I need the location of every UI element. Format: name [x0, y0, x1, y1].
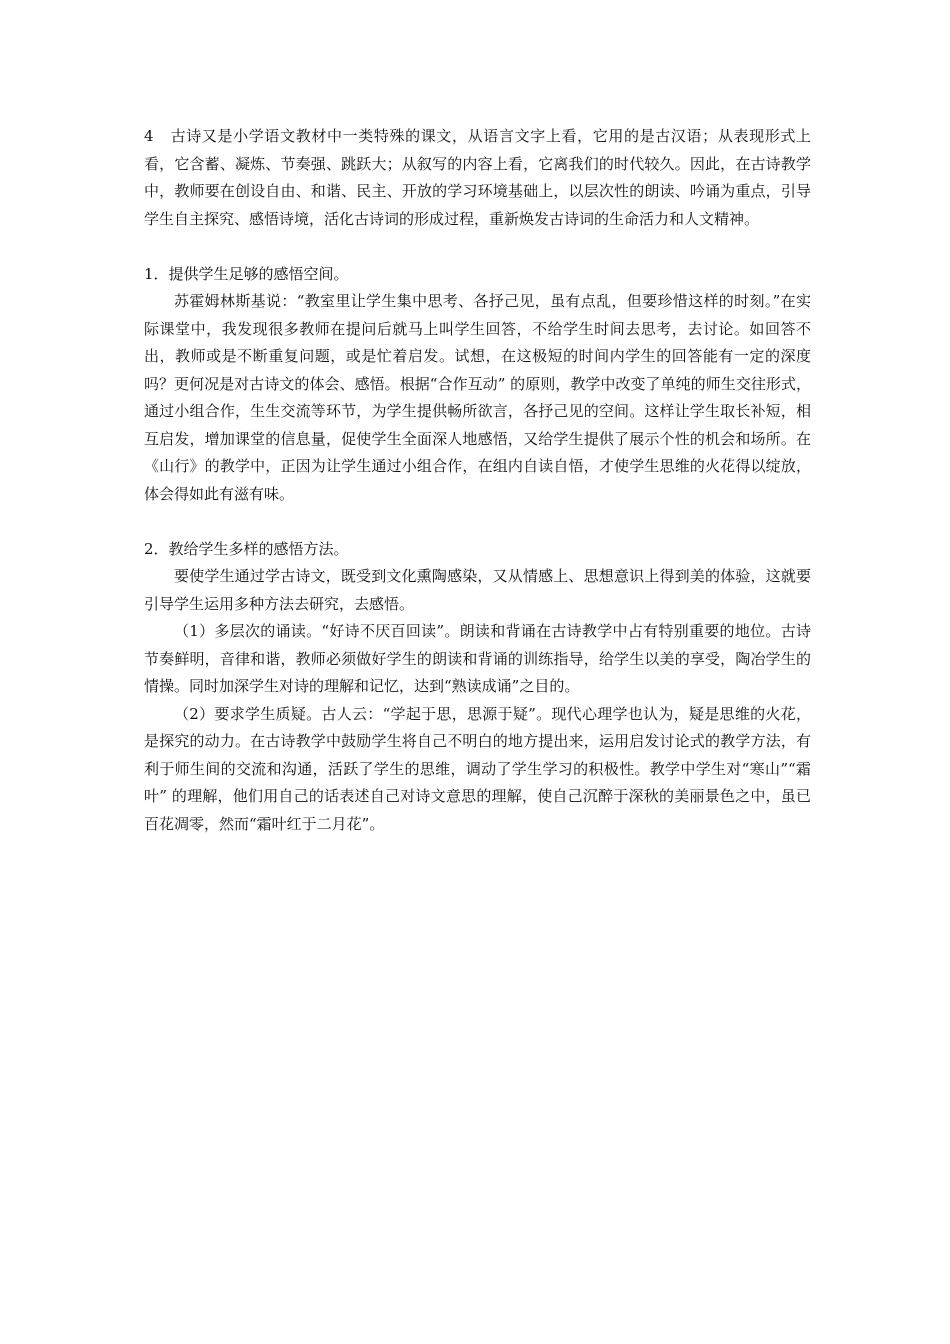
paragraph-gap — [144, 508, 811, 536]
section2-heading: 2．教给学生多样的感悟方法。 — [144, 539, 349, 558]
section1-heading: 1．提供学生足够的感悟空间。 — [144, 264, 349, 283]
section2-item-2: （2）要求学生质疑。古人云：“学起于思，思源于疑”。现代心理学也认为，疑是思维的火花，是探究的动力。在古诗教学中鼓励学生将自己不明白的地方提出来，运用启发讨论式的教学方法，有利于师生间的交流和沟通，活跃了学生的思维，调动了学生学习的积极性。教学中学生对“寒山”“霜叶” 的理解，他们用自己的话表述自己对诗文意思的理解，使自己沉醉于深秋的美丽景色之中，虽已百花凋零，然而“霜叶红于二月花”。 — [144, 704, 811, 833]
intro-text: 古诗又是小学语文教材中一类特殊的课文，从语言文字上看，它用的是古汉语；从表现形式上看，它含蓄、凝炼、节奏强、跳跃大；从叙写的内容上看，它离我们的时代较久。因此，在古诗教学中，教师要在创设自由、和谐、民主、开放的学习环境基础上，以层次性的朗读、吟诵为重点，引导学生自主探究、感悟诗境，活化古诗词的形成过程，重新焕发古诗词的生命活力和人文精神。 — [144, 127, 811, 228]
section2-item-1: （1）多层次的诵读。“好诗不厌百回读”。朗读和背诵在古诗教学中占有特别重要的地位。古诗节奏鲜明，音律和谐，教师必须做好学生的朗读和背诵的训练指导，给学生以美的享受，陶冶学生的情操。同时加深学生对诗的理解和记忆，达到“熟读成诵”之目的。 — [144, 622, 811, 695]
intro-paragraph — [144, 123, 811, 233]
section2-body: 要使学生通过学古诗文，既受到文化熏陶感染，又从情感上、思想意识上得到美的体验，这就要引导学生运用多种方法去研究，去感悟。 — [144, 567, 811, 613]
paragraph-gap — [144, 233, 811, 261]
section1-body: 苏霍姆林斯基说：“教室里让学生集中思考、各抒己见，虽有点乱，但要珍惜这样的时刻。”在实际课堂中，我发现很多教师在提问后就马上叫学生回答，不给学生时间去思考，去讨论。如回答不出，教师或是不断重复问题，或是忙着启发。试想，在这极短的时间内学生的回答能有一定的深度吗？更何况是对古诗文的体会、感悟。根据“合作互动” 的原则，教学中改变了单纯的师生交往形式，通过小组合作，生生交流等环节，为学生提供畅所欲言，各抒己见的空间。这样让学生取长补短，相互启发，增加课堂的信息量，促使学生全面深人地感悟，又给学生提供了展示个性的机会和场所。在《山行》的教学中，正因为让学生通过小组合作，在组内自读自悟，才使学生思维的火花得以绽放，体会得如此有滋有味。 — [144, 292, 811, 503]
intro-number: 4 — [144, 127, 154, 145]
document-body — [144, 123, 811, 838]
